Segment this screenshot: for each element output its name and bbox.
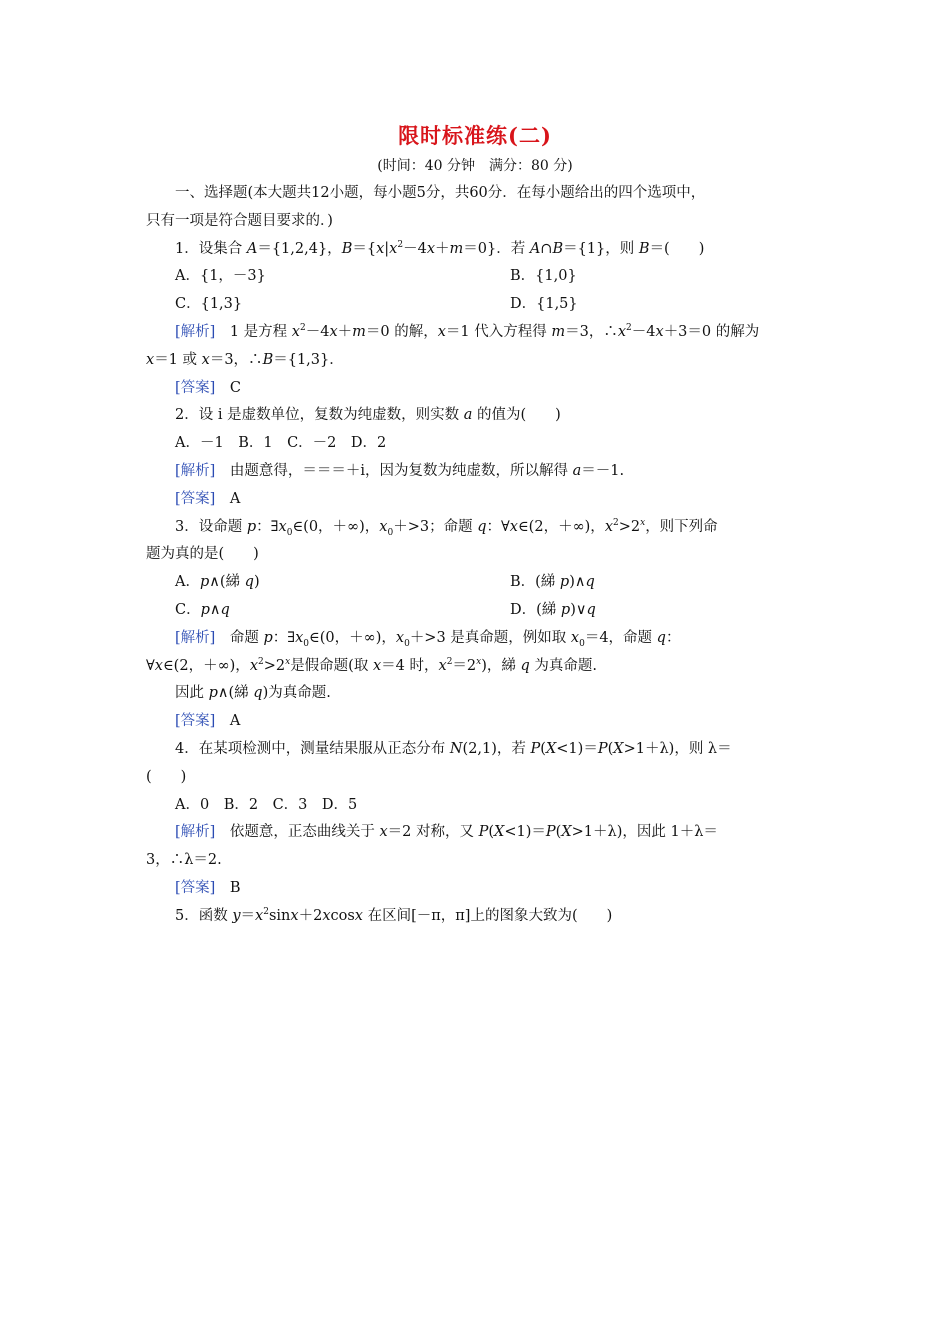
q3-option-a: A．p∧(綈 q) bbox=[175, 574, 260, 591]
answer-label: [答案] bbox=[175, 490, 216, 507]
q4-analysis-line-2: 3，∴λ＝2. bbox=[146, 852, 222, 869]
q1-option-a: A．{1，－3} bbox=[175, 268, 266, 285]
q2-options: A．－1 B．1 C．－2 D．2 bbox=[175, 435, 387, 452]
q3-analysis-line-2: ∀x∈(2，＋∞)，$x^2>2^x$是假命题(取 x＝4 时，$x^2=2^x$)，綈 q 为真命题. bbox=[146, 656, 598, 674]
q1-options-row-1 bbox=[146, 263, 808, 291]
q2-analysis: [解析] 由题意得，＝＝＝＋i，因为复数为纯虚数，所以解得 a＝－1. bbox=[175, 462, 625, 479]
q4-stem-line-1: 4．在某项检测中，测量结果服从正态分布 N(2,1)，若 P(X<1)＝P(X>1＋λ)，则 λ＝ bbox=[175, 740, 732, 757]
q4-analysis-line-1: [解析] 依题意，正态曲线关于 x＝2 对称，又 P(X<1)＝P(X>1＋λ)，因此 1＋λ＝ bbox=[175, 824, 718, 841]
q1-analysis-line-2: x＝1 或 x＝3，∴B＝{1,3}． bbox=[146, 351, 344, 368]
q2-stem: 2．设 i 是虚数单位，复数为纯虚数，则实数 a 的值为( ) bbox=[175, 407, 561, 424]
q1-option-b: B．{1,0} bbox=[510, 268, 577, 285]
q1-analysis-line-1: [解析] 1 是方程 $x^2-4x+m=0$ 的解，x＝1 代入方程得 m＝3，$\therefore x^2-4x+3=0$ 的解为 bbox=[175, 323, 760, 340]
q1-stem: 1．设集合 A＝{1,2,4}，$B=\{x|x^2-4x+m=0\}$．若 A∩B＝{1}，则 B＝( ) bbox=[175, 239, 705, 257]
q2-answer: [答案] A bbox=[175, 490, 241, 507]
q4-answer: [答案] B bbox=[175, 879, 241, 896]
page-title: 限时标准练(二) bbox=[398, 123, 552, 148]
q4-stem-line-2: ( ) bbox=[146, 768, 187, 785]
q1-options-row-2 bbox=[146, 291, 808, 319]
page-subtitle: (时间：40 分钟 满分：80 分) bbox=[377, 158, 573, 174]
analysis-label: [解析] bbox=[175, 462, 216, 479]
document-body bbox=[146, 180, 808, 931]
analysis-label: [解析] bbox=[175, 629, 216, 646]
analysis-label: [解析] bbox=[175, 323, 216, 340]
q4-options: A．0 B．2 C．3 D．5 bbox=[175, 796, 358, 813]
q3-option-c: C．p∧q bbox=[175, 601, 230, 618]
q3-options-row-1 bbox=[146, 569, 808, 597]
q3-option-d: D．(綈 p)∨q bbox=[510, 601, 596, 618]
q5-stem: 5．函数 $y=x^2\sin x+2xcosx$ 在区间[－π，π]上的图象大致为( ) bbox=[175, 906, 613, 924]
section-intro-line-2: 只有一项是符合题目要求的．) bbox=[146, 212, 333, 229]
q3-stem-line-2: 题为真的是( ) bbox=[146, 546, 259, 563]
analysis-label: [解析] bbox=[175, 824, 216, 841]
q1-option-c: C．{1,3} bbox=[175, 296, 243, 313]
section-intro-line-1: 一、选择题(本大题共12小题，每小题5分，共60分．在每小题给出的四个选项中， bbox=[175, 185, 706, 201]
q3-options-row-2 bbox=[146, 597, 808, 625]
q3-option-b: B．(綈 p)∧q bbox=[510, 574, 595, 591]
q3-analysis-line-3: 因此 p∧(綈 q)为真命题. bbox=[175, 685, 331, 702]
q1-answer: [答案] C bbox=[175, 379, 241, 396]
answer-label: [答案] bbox=[175, 879, 216, 896]
answer-label: [答案] bbox=[175, 713, 216, 730]
answer-label: [答案] bbox=[175, 379, 216, 396]
q3-stem-line-1: 3．设命题 p：$\exists x_0\in(0$，＋∞)，$x_0+>3$；命题 q：∀x∈(2，＋∞)，$x^2>2^x$，则下列命 bbox=[175, 517, 718, 538]
q3-answer: [答案] A bbox=[175, 713, 241, 730]
q3-analysis-line-1: [解析] 命题 p：$\exists x_0\in(0$，＋∞)，$x_0+>3$ 是真命题，例如取 $x_0=4$，命题 q： bbox=[175, 629, 681, 649]
q1-option-d: D．{1,5} bbox=[510, 296, 578, 313]
